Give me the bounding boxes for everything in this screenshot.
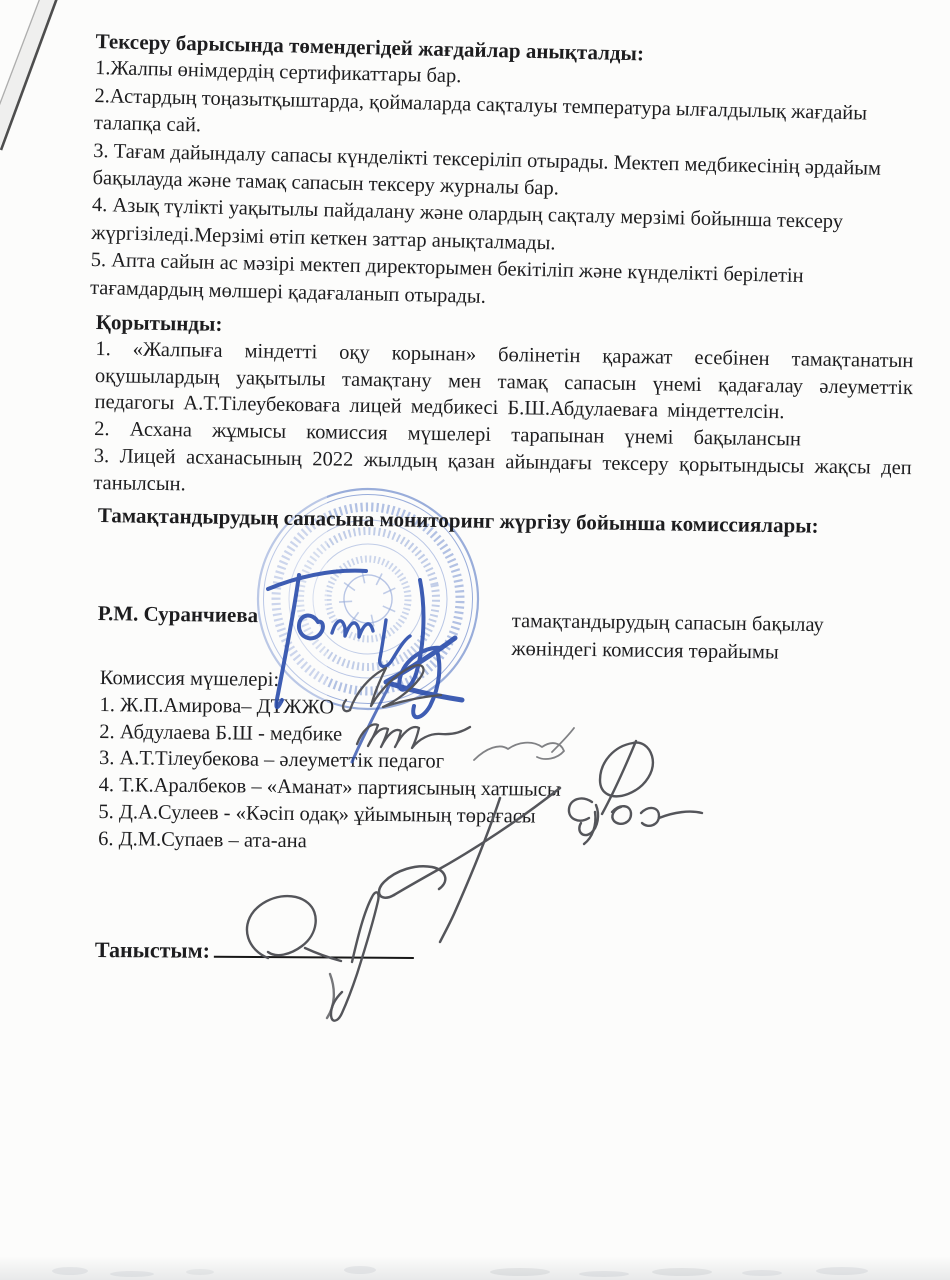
commission-chair-role: [511, 607, 857, 668]
signature-blank-line: [214, 934, 414, 959]
findings-heading: Тексеру барысында төмендегідей жағдайлар анықталды:: [95, 28, 645, 66]
member-item: 6. Д.М.Супаев – ата-ана: [98, 827, 307, 852]
commission-members-section: [98, 665, 680, 859]
member-item: 4. Т.К.Аралбеков – «Аманат» партиясының хатшысы: [98, 774, 561, 802]
conclusion-item: 2. Асхана жұмысы комиссия мүшелері тарапынан үнемі бақылансын: [94, 418, 802, 451]
chair-role-line: жөніндегі комиссия төрайымы: [511, 637, 779, 664]
chair-role-line: тамақтандырудың сапасын бақылау: [511, 609, 824, 637]
commission-chair-name: Р.М. Суранчиева: [97, 601, 259, 628]
finding-item: 4. Азық түлікті уақытылы пайдалану және олардың сақталу мерзімі бойынша тексеру жүргізіледі.Мерзімі өтіп кеткен заттар анықталмады.: [91, 194, 844, 255]
finding-item: 5. Апта сайын ас мәзірі мектеп директорымен бекітіліп және күнделікті берілетін тағамдардың мөлшері қадағаланып отырады.: [89, 249, 804, 308]
member-item: 3. А.Т.Тілеубекова – әлеуметтік педагог: [98, 747, 445, 773]
member-item: 2. Абдулаева Б.Ш - медбике: [99, 720, 343, 746]
conclusion-section: [93, 309, 914, 509]
finding-item: 2.Астардың тоңазытқыштарда, қоймаларда сақталуы температура ылғалдылық жағдайы талапқа сай.: [93, 84, 868, 137]
acknowledgement-label: Таныстым:: [94, 936, 211, 963]
conclusion-heading: Қорытынды:: [95, 309, 223, 336]
acknowledgement-row: [95, 933, 414, 965]
commission-heading: Тамақтандырудың сапасына мониторинг жүргізу бойынша комиссиялары:: [97, 503, 819, 538]
conclusion-item: 3. Лицей асханасының 2022 жылдың қазан айындағы тексеру қорытындысы жақсы деп танылсын.: [93, 444, 912, 496]
conclusion-item: 1. «Жалпыға міндетті оқу корынан» бөлінетін қаражат есебінен тамақтанатын оқушылардың уақытылы тамақтану мен тамақ сапасын үнемі қадағалау әлеуметтік педагогы А.Т.Тілеубековаға лицей медбикесі Б.Ш.Абдулаеваға міндеттелсін.: [94, 337, 914, 424]
findings-section: [90, 28, 914, 321]
finding-item: 3. Тағам дайындалу сапасы күнделікті тексеріліп отырады. Мектеп медбикесінің әрдайым бақылауда және тамақ сапасын тексеру журналы бар.: [92, 139, 882, 200]
member-item: 5. Д.А.Сулеев - «Кәсіп одақ» ұйымының төрағасы: [98, 800, 536, 828]
member-item: 1. Ж.П.Амирова– ДТЖЖО: [99, 693, 335, 719]
finding-item: 1.Жалпы өнімдердің сертификаттары бар.: [94, 57, 462, 88]
members-heading: Комиссия мүшелері:: [99, 666, 280, 691]
